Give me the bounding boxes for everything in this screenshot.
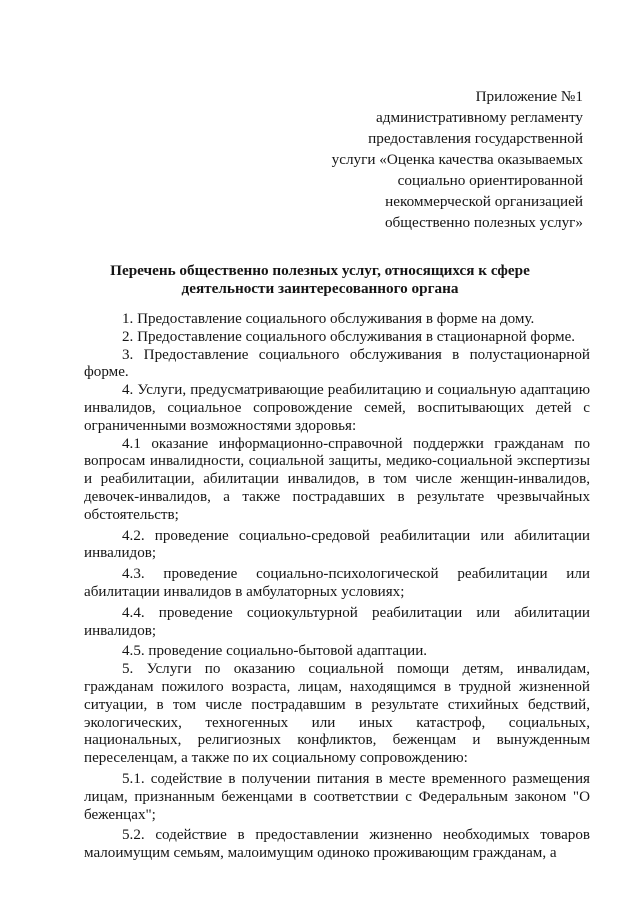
list-item: 5.1. содействие в получении питания в месте временного размещения лицам, признанным беженцами в соответствии с Федеральным законом "О беженцах"; <box>84 770 590 823</box>
list-item: 5.2. содействие в предоставлении жизненно необходимых товаров малоимущим семьям, малоимущим одиноко проживающим гражданам, а <box>84 827 590 862</box>
appendix-line: услуги «Оценка качества оказываемых <box>331 151 583 168</box>
appendix-header <box>332 86 583 233</box>
list-item: 4.2. проведение социально-средовой реабилитации или абилитации инвалидов; <box>84 527 590 562</box>
list-item: 4.4. проведение социокультурной реабилитации или абилитации инвалидов; <box>84 604 590 639</box>
list-item: 1. Предоставление социального обслуживания в форме на дому. <box>122 311 535 327</box>
document-title <box>60 262 580 298</box>
services-list <box>84 311 590 863</box>
list-item: 4. Услуги, предусматривающие реабилитацию и социальную адаптацию инвалидов, социальное сопровождение семей, воспитывающих детей с ограниченными возможностями здоровья: <box>84 382 590 434</box>
title-line: деятельности заинтересованного органа <box>181 280 459 297</box>
appendix-line: некоммерческой организацией <box>385 193 583 210</box>
list-item: 4.5. проведение социально-бытовой адаптации. <box>122 643 428 660</box>
list-item: 2. Предоставление социального обслуживания в стационарной форме. <box>122 328 576 345</box>
appendix-line: общественно полезных услуг» <box>384 214 583 231</box>
appendix-line: предоставления государственной <box>368 130 583 147</box>
list-item: 4.3. проведение социально-психологической реабилитации или абилитации инвалидов в амбулаторных условиях; <box>84 566 590 600</box>
title-line: Перечень общественно полезных услуг, относящихся к сфере <box>110 262 530 279</box>
appendix-line: Приложение №1 <box>475 88 583 105</box>
appendix-line: административному регламенту <box>376 109 583 126</box>
appendix-line: социально ориентированной <box>397 172 583 189</box>
list-item: 3. Предоставление социального обслуживания в полустационарной форме. <box>84 346 590 381</box>
list-item: 4.1 оказание информационно-справочной поддержки гражданам по вопросам инвалидности, социальной защиты, медико-социальной экспертизы и реабилитации, абилитации инвалидов, в том числе женщин-инвалидов, девочек-инвалидов, а также пострадавших в результате чрезвычайных обстоятельств; <box>84 435 590 523</box>
list-item: 5. Услуги по оказанию социальной помощи детям, инвалидам, гражданам пожилого возраста, лицам, находящимся в трудной жизненной ситуации, в том числе пострадавшим в результате стихийных бедствий, экологических, техногенных или иных катастроф, социальных, национальных, религиозных конфликтов, беженцам и вынужденным переселенцам, а также по их социальному сопровождению: <box>84 661 590 767</box>
